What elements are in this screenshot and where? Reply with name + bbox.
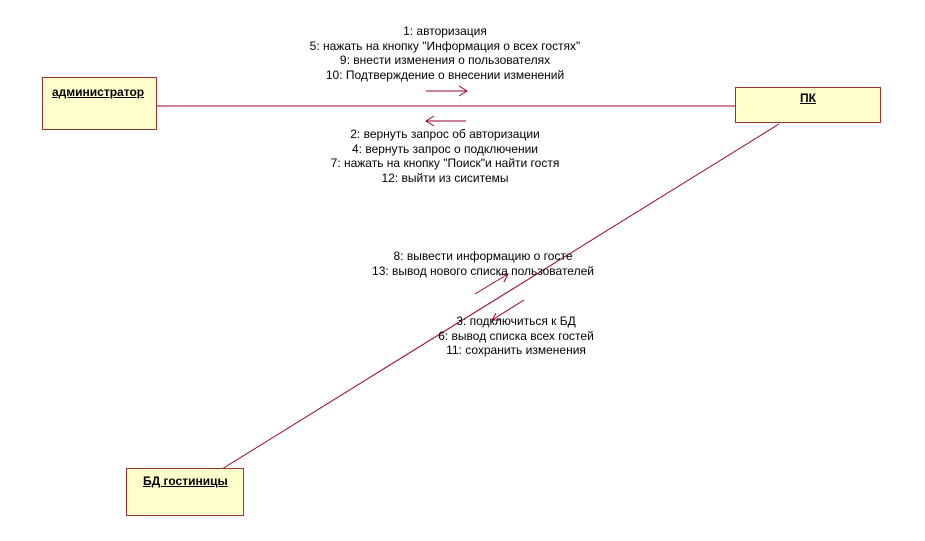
message-label: 11: сохранить изменения [446,343,586,358]
messages-db-to-pk [333,249,633,278]
message-label: 7: нажать на кнопку "Поиск"и найти гостя [330,156,560,171]
message-label: 6: вывод списка всех гостей [438,328,594,343]
message-label: 13: вывод нового списка пользователей [372,263,594,278]
message-label: 1: авторизация [403,24,487,38]
message-label: 2: вернуть запрос об авторизации [350,127,540,141]
arrow-admin-to-pk [426,86,467,96]
message-label: 10: Подтверждение о внесении изменений [325,67,565,82]
message-label: 8: вывести информацию о госте [393,249,573,263]
object-db-name: БД гостиницы [143,474,228,488]
messages-admin-to-pk [245,24,645,82]
message-label: 9: внести изменения о пользователях [339,53,551,68]
object-admin-name: администратор [52,85,145,99]
message-label: 5: нажать на кнопку "Информация о всех гостях" [309,38,581,53]
arrow-pk-to-admin [426,116,466,126]
messages-pk-to-admin [245,127,645,185]
object-pk-name: ПК [800,91,816,105]
message-label: 3: подключиться к БД [456,314,576,328]
messages-pk-to-db [366,314,666,358]
message-label: 12: выйти из сиситемы [381,170,509,185]
message-label: 4: вернуть запрос о подключении [352,141,538,156]
